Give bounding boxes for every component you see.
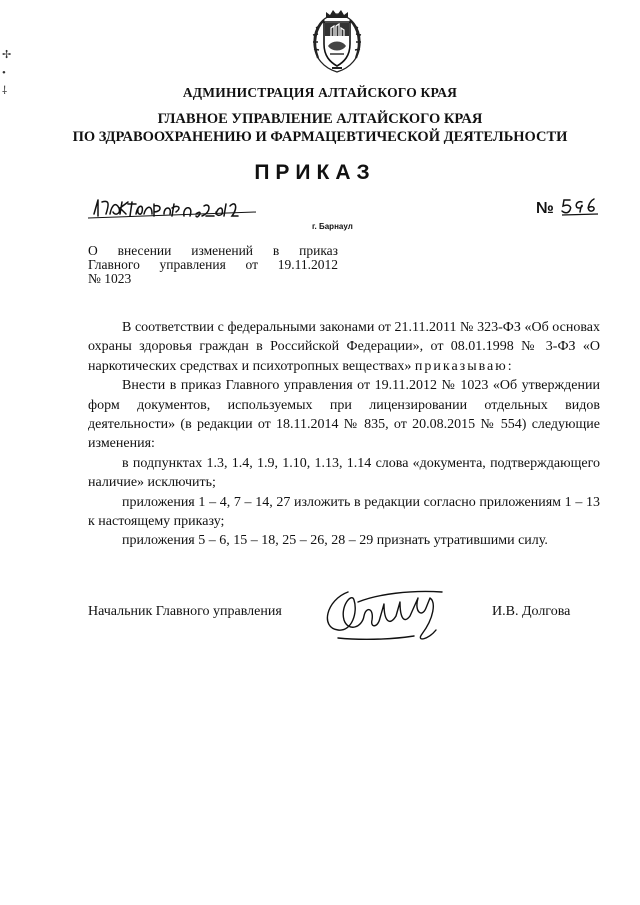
- handwritten-date: [86, 194, 262, 224]
- document-type-title: ПРИКАЗ: [254, 161, 376, 184]
- amendment-item: приложения 1 – 4, 7 – 14, 27 изложить в редакции согласно приложениям 1 – 13 к настоящему приказу;: [88, 494, 600, 530]
- preamble-end: :: [507, 358, 512, 374]
- amendment-item: приложения 5 – 6, 15 – 18, 25 – 26, 28 – 29 признать утратившими силу.: [122, 533, 548, 549]
- signatory-role: Начальник Главного управления: [88, 604, 282, 619]
- city-label: г. Барнаул: [312, 222, 353, 231]
- subject-line: Главного управления от 19.11.2012: [88, 257, 338, 272]
- order-keyword: приказываю: [414, 358, 508, 374]
- preamble-text: В соответствии с федеральными законами от 21.11.2011 № 323-ФЗ «Об основах охраны здоровья граждан в Российской Федерации», от 08.01.1998 № 3-ФЗ «О наркотических средствах и психотропных веществах»: [88, 320, 600, 374]
- administration-title: АДМИНИСТРАЦИЯ АЛТАЙСКОГО КРАЯ: [182, 85, 458, 100]
- handwritten-number: [560, 196, 600, 218]
- subject-line: О внесении изменений в приказ: [88, 243, 338, 258]
- margin-mark-icon: ✢: [2, 49, 12, 61]
- amendment-item: в подпунктах 1.3, 1.4, 1.9, 1.10, 1.13, 1.14 слова «документа, подтверждающего наличие» исключить;: [88, 455, 600, 491]
- order-body: [88, 318, 600, 551]
- handwritten-signature: [318, 578, 468, 648]
- number-label: №: [536, 200, 554, 217]
- department-title-line2: ПО ЗДРАВООХРАНЕНИЮ И ФАРМАЦЕВТИЧЕСКОЙ ДЕЯТЕЛЬНОСТИ: [72, 129, 568, 145]
- coat-of-arms-icon: [304, 6, 370, 76]
- subject-line: № 1023: [88, 271, 132, 286]
- signatory-name: И.В. Долгова: [492, 604, 571, 619]
- preamble-paragraph: [88, 318, 600, 376]
- margin-mark-icon: ⸸: [2, 85, 8, 97]
- order-subject: [88, 244, 338, 286]
- department-title-line1: ГЛАВНОЕ УПРАВЛЕНИЕ АЛТАЙСКОГО КРАЯ: [157, 111, 483, 127]
- amendment-paragraph: Внести в приказ Главного управления от 19.11.2012 № 1023 «Об утверждении форм документов, используемых при лицензировании отдельных видов деятельности» (в редакции от 18.11.2014 № 835, от 20.08.2015 № 554) следующие изменения:: [88, 378, 600, 452]
- margin-mark-icon: •: [2, 67, 6, 79]
